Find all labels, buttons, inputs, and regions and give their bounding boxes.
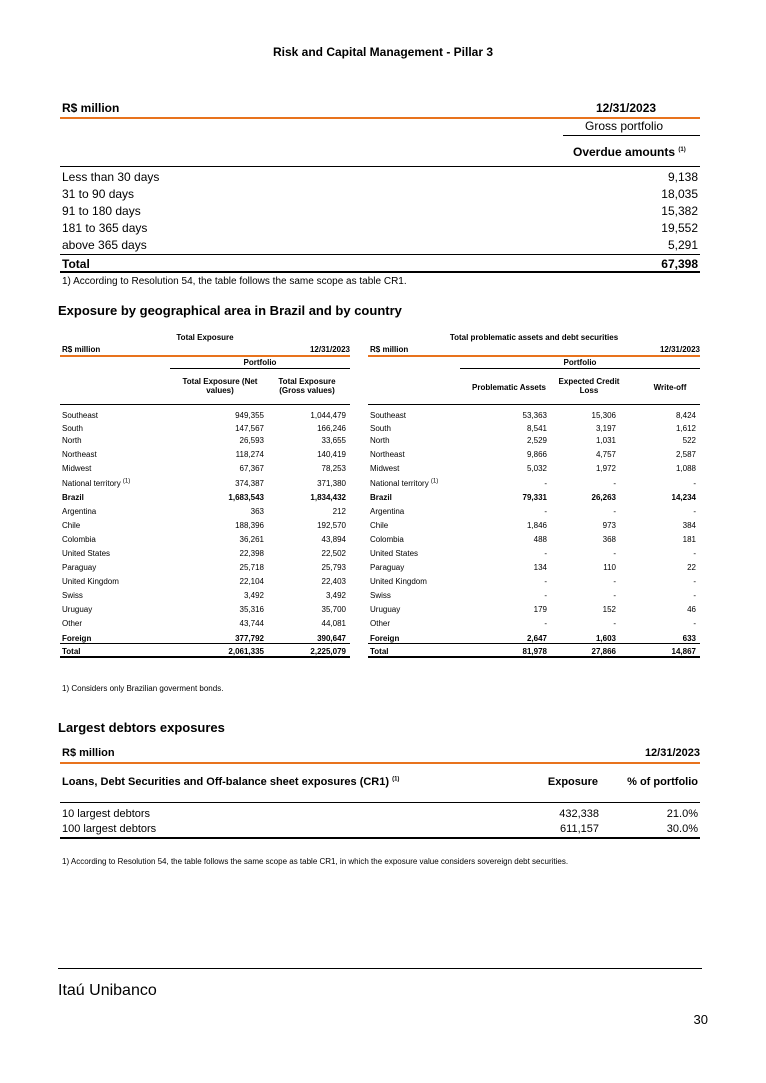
right-value-1: 5,032 [526,464,547,473]
right-value-2: 152 [602,605,616,614]
right-value-1: 9,866 [526,450,547,459]
overdue-row-value: 18,035 [661,187,698,201]
right-geo-row [368,562,700,574]
left-geo-row [60,449,350,461]
left-value-1: 188,396 [235,521,264,530]
region-name [370,506,404,518]
left-geo-row [60,604,350,616]
right-geo-row [368,520,700,532]
region-name-text: Northeast [370,450,405,459]
overdue-row [60,221,700,238]
right-geo-row [368,478,700,490]
region-name [62,423,83,435]
overdue-group-header: Gross portfolio [585,119,664,133]
left-value-2: 3,492 [325,591,346,600]
region-name-text: South [62,424,83,433]
right-value-1: 1,846 [526,521,547,530]
left-geo-row [60,618,350,630]
right-value-3: - [693,549,696,558]
right-value-1: - [544,591,547,600]
right-date: 12/31/2023 [659,345,700,354]
right-value-2: - [613,479,616,488]
left-group: Portfolio [243,358,277,367]
left-value-1: 22,104 [239,577,264,586]
region-name [62,604,92,616]
left-value-2: 2,225,079 [310,647,346,656]
region-name-text: Southeast [62,411,99,420]
right-value-3: 22 [687,563,696,572]
left-value-2: 35,700 [321,605,346,614]
overdue-row-label: Less than 30 days [62,170,160,184]
right-geo-row [368,423,700,435]
region-name-text: South [370,424,391,433]
geo-section-title: Exposure by geographical area in Brazil and by country [58,303,402,318]
overdue-row [60,187,700,204]
right-geo-row [368,534,700,546]
region-name-text: Other [62,619,83,628]
right-geo-row [368,604,700,616]
region-name [370,590,391,602]
left-date: 12/31/2023 [309,345,350,354]
right-value-3: - [693,479,696,488]
overdue-row [60,170,700,187]
left-value-2: 1,044,479 [310,411,346,420]
left-value-2: 22,403 [321,577,346,586]
right-value-1: 2,529 [526,436,547,445]
right-value-3: 46 [687,605,696,614]
footnote-marker: (1) [122,478,131,485]
region-name-text: Chile [370,521,389,530]
right-value-1: 8,541 [526,424,547,433]
left-geo-row [60,435,350,447]
overdue-row-value: 19,552 [661,221,698,235]
debtor-exposure: 611,157 [560,823,599,835]
left-geo-row [60,562,350,574]
region-name [62,478,130,490]
left-geo-row [60,463,350,475]
region-name-text: Paraguay [370,563,405,572]
left-value-1: 67,367 [239,464,264,473]
right-value-2: 973 [602,521,616,530]
left-col1-header: Total Exposure (Net values) [182,377,258,395]
overdue-row [60,204,700,221]
orange-rule [60,762,700,764]
region-name-text: Foreign [370,634,400,643]
overdue-date: 12/31/2023 [596,101,657,115]
region-name [62,520,80,532]
debtors-footnote: 1) According to Resolution 54, the table follows the same scope as table CR1, in which the exposure value considers sovereign debt securities. [62,857,569,866]
left-value-2: 25,793 [321,563,346,572]
right-value-2: - [613,577,616,586]
right-value-2: 26,263 [591,493,616,502]
right-geo-row [368,463,700,475]
overdue-row-label: 181 to 365 days [62,221,148,235]
region-name [62,492,84,504]
right-group: Portfolio [563,358,597,367]
region-name [62,576,119,588]
right-value-3: 14,867 [671,647,696,656]
divider [60,254,700,255]
left-value-2: 44,081 [321,619,346,628]
right-value-2: 15,306 [591,411,616,420]
region-name-text: Swiss [62,591,83,600]
left-value-1: 374,387 [235,479,264,488]
right-value-1: - [544,577,547,586]
region-name-text: National territory [370,479,429,488]
left-value-2: 33,655 [321,436,346,445]
right-geo-row [368,492,700,504]
debtor-label: 100 largest debtors [62,823,157,835]
right-value-2: 1,972 [595,464,616,473]
left-geo-row [60,410,350,422]
region-name [62,562,96,574]
left-geo-row [60,492,350,504]
region-name-text: Midwest [370,464,400,473]
region-name-text: Total [370,647,389,656]
left-value-1: 35,316 [239,605,264,614]
divider [368,643,700,644]
region-name [370,410,406,422]
region-name-text: Midwest [62,464,92,473]
region-name [370,604,400,616]
left-value-2: 371,380 [317,479,346,488]
right-geo-row [368,576,700,588]
region-name [370,548,418,560]
region-name-text: Argentina [370,507,405,516]
left-value-1: 22,398 [239,549,264,558]
right-value-1: 79,331 [522,493,547,502]
left-geo-row [60,423,350,435]
orange-rule [368,355,700,357]
left-value-2: 212 [332,507,346,516]
right-geo-row [368,548,700,560]
overdue-row-value: 5,291 [667,238,698,252]
footer-rule [58,968,702,969]
right-geo-row [368,590,700,602]
left-geo-row [60,534,350,546]
right-value-2: 3,197 [595,424,616,433]
region-name-text: United States [370,549,419,558]
right-value-1: 488 [533,535,547,544]
right-value-3: 633 [682,634,696,643]
overdue-row [60,238,700,255]
region-name-text: Paraguay [62,563,97,572]
right-geo-row [368,449,700,461]
right-value-1: 53,363 [522,411,547,420]
right-geo-row [368,618,700,630]
region-name [370,534,404,546]
right-col2-header: Expected Credit Loss [558,377,620,395]
region-name-text: Uruguay [370,605,401,614]
divider [60,656,350,658]
divider [368,656,700,658]
left-value-1: 147,567 [235,424,264,433]
region-name [62,449,97,461]
right-value-1: 81,978 [522,647,547,656]
left-value-2: 1,834,432 [310,493,346,502]
left-value-1: 2,061,335 [228,647,264,656]
debtors-col-label: Loans, Debt Securities and Off-balance sheet exposures (CR1) $^{(1)}$ [62,776,400,788]
left-value-2: 22,502 [321,549,346,558]
divider [60,802,700,803]
region-name [62,463,91,475]
left-value-1: 25,718 [239,563,264,572]
region-name-text: Foreign [62,634,92,643]
overdue-row-value: 9,138 [667,170,698,184]
debtors-col-exposure: Exposure [547,776,598,788]
divider [368,404,700,405]
left-value-2: 140,419 [317,450,346,459]
right-table-title: Total problematic assets and debt securities [449,333,619,342]
right-geo-row [368,410,700,422]
debtors-col-pct: % of portfolio [627,776,698,788]
region-name [62,410,98,422]
right-value-2: 110 [603,563,616,572]
region-name [62,435,82,447]
region-name [370,562,404,574]
right-value-1: - [544,619,547,628]
divider [563,135,700,136]
total-label: Total [62,257,90,271]
debtor-row [60,823,700,838]
right-value-1: 134 [533,563,547,572]
region-name [370,423,391,435]
region-name [370,618,390,630]
overdue-row-value: 15,382 [661,204,698,218]
overdue-footnote: 1) According to Resolution 54, the table follows the same scope as table CR1. [62,276,407,287]
region-name [62,506,96,518]
left-geo-row [60,576,350,588]
region-name [370,435,390,447]
region-name [62,590,83,602]
region-name-text: Brazil [62,493,84,502]
divider [60,404,350,405]
right-geo-row [368,435,700,447]
left-value-2: 192,570 [317,521,346,530]
right-value-1: - [544,507,547,516]
divider [170,368,350,369]
region-name [62,534,96,546]
right-value-2: 27,866 [591,647,616,656]
region-name-text: Chile [62,521,81,530]
region-name-text: Brazil [370,493,392,502]
left-geo-row [60,590,350,602]
region-name-text: Swiss [370,591,391,600]
region-name [370,576,427,588]
region-name-text: Total [62,647,81,656]
right-col1-header: Problematic Assets [472,383,546,392]
total-value: 67,398 [661,257,698,271]
right-value-2: - [613,591,616,600]
region-name-text: National territory [62,479,121,488]
left-unit: R$ million [62,345,101,354]
region-name [62,548,110,560]
left-col2-header: Total Exposure (Gross values) [278,377,336,395]
right-value-2: - [613,619,616,628]
left-value-1: 1,683,543 [228,493,264,502]
right-value-1: 179 [533,605,547,614]
right-value-1: 2,647 [526,634,547,643]
left-value-1: 363 [250,507,264,516]
left-value-1: 26,593 [239,436,264,445]
debtors-unit: R$ million [62,747,115,759]
region-name-text: United Kingdom [370,577,427,586]
left-geo-row [60,548,350,560]
region-name [370,478,438,490]
right-value-3: 14,234 [671,493,696,502]
left-value-2: 390,647 [317,634,346,643]
page-title: Risk and Capital Management - Pillar 3 [272,45,494,59]
right-value-3: 1,612 [675,424,696,433]
region-name-text: Other [370,619,391,628]
region-name-text: United Kingdom [62,577,119,586]
right-value-2: 1,603 [595,634,616,643]
overdue-unit: R$ million [62,101,120,115]
right-value-2: 1,031 [595,436,616,445]
left-geo-row [60,506,350,518]
right-value-3: 522 [682,436,696,445]
region-name [62,618,82,630]
region-name-text: Colombia [370,535,404,544]
right-value-3: 1,088 [675,464,696,473]
debtor-pct: 30.0% [666,823,698,835]
debtor-row [60,808,700,823]
left-table-title: Total Exposure [176,333,234,342]
debtors-date: 12/31/2023 [644,747,700,759]
debtor-exposure: 432,338 [559,808,599,820]
region-name-text: North [62,436,82,445]
divider [60,271,700,273]
right-value-1: - [544,479,547,488]
right-value-3: - [693,591,696,600]
left-value-1: 377,792 [235,634,264,643]
left-value-2: 78,253 [321,464,346,473]
left-value-1: 949,355 [235,411,264,420]
geo-footnote: 1) Considers only Brazilian goverment bonds. [62,684,224,693]
overdue-row-label: 31 to 90 days [62,187,135,201]
footnote-marker: (1) [430,478,439,485]
left-geo-row [60,478,350,490]
divider [60,643,350,644]
region-name-text: Uruguay [62,605,93,614]
divider [60,837,700,839]
divider [60,166,700,167]
debtor-pct: 21.0% [666,808,698,820]
right-value-2: 368 [602,535,616,544]
region-name-text: Southeast [370,411,407,420]
region-name [370,492,392,504]
region-name-text: Argentina [62,507,97,516]
region-name-text: North [370,436,390,445]
right-unit: R$ million [370,345,409,354]
right-value-3: 384 [682,521,696,530]
right-value-1: - [544,549,547,558]
right-geo-row [368,506,700,518]
left-value-1: 3,492 [243,591,264,600]
region-name-text: Colombia [62,535,96,544]
right-value-2: - [613,507,616,516]
left-value-1: 36,261 [239,535,264,544]
region-name [370,463,399,475]
left-value-2: 43,894 [321,535,346,544]
overdue-column-header: Overdue amounts $^{(1)}$ [573,145,686,159]
footer-company: Itaú Unibanco [58,982,157,999]
overdue-row-label: above 365 days [62,238,147,252]
debtors-section-title: Largest debtors exposures [58,720,225,735]
right-value-3: 181 [682,535,696,544]
region-name [370,449,405,461]
right-value-3: - [693,507,696,516]
left-geo-row [60,520,350,532]
right-col3-header: Write-off [653,383,687,392]
region-name-text: Northeast [62,450,97,459]
left-value-1: 43,744 [239,619,264,628]
right-value-3: - [693,577,696,586]
orange-rule [60,355,350,357]
right-value-2: - [613,549,616,558]
right-value-3: 2,587 [675,450,696,459]
region-name-text: United States [62,549,111,558]
left-value-2: 166,246 [317,424,346,433]
divider [460,368,700,369]
debtor-label: 10 largest debtors [62,808,151,820]
region-name [370,520,388,532]
page-number: 30 [693,1012,708,1027]
right-value-3: - [693,619,696,628]
overdue-row-label: 91 to 180 days [62,204,141,218]
right-value-2: 4,757 [595,450,616,459]
right-value-3: 8,424 [675,411,696,420]
left-value-1: 118,274 [235,450,264,459]
